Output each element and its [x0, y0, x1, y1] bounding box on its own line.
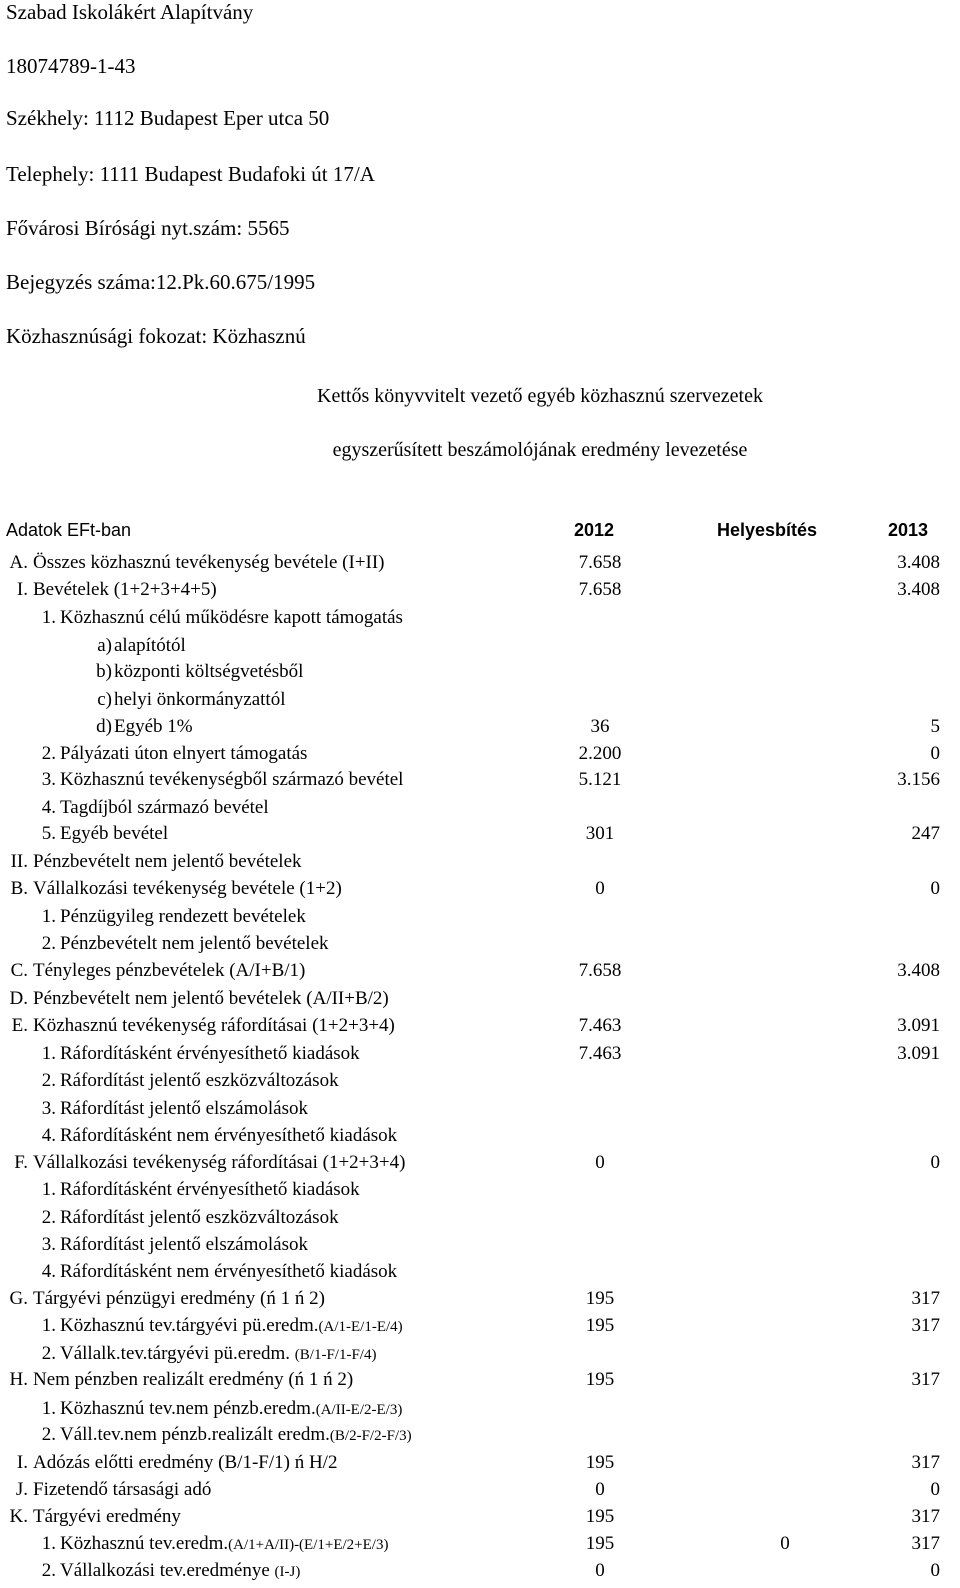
- value-2012: 0: [595, 1479, 605, 1500]
- value-2012: 5.121: [578, 769, 622, 790]
- row-label: [33, 1285, 325, 1314]
- row-label: [60, 1312, 403, 1341]
- public-benefit-status: Közhasznúsági fokozat: Közhasznú: [6, 324, 306, 348]
- row-label: [60, 740, 307, 769]
- row-label-text: Ráfordításként érvényesíthető kiadások: [60, 1043, 360, 1064]
- table-row: [0, 1204, 960, 1231]
- row-label-text: helyi önkormányzattól: [114, 689, 286, 710]
- value-2013: 317: [911, 1506, 940, 1527]
- table-row: [0, 1395, 960, 1422]
- value-2013: 3.408: [897, 960, 940, 981]
- row-label-text: Ráfordítást jelentő elszámolások: [60, 1234, 308, 1255]
- row-formula-note: (B/2-F/2-F/3): [329, 1428, 412, 1444]
- row-marker: J.: [15, 1479, 28, 1500]
- row-label: [33, 848, 302, 877]
- row-label: [60, 1122, 397, 1151]
- row-label-text: központi költségvetésből: [114, 661, 304, 682]
- row-label-text: Közhasznú tev.eredm.: [60, 1533, 229, 1554]
- row-label-text: Ráfordításként nem érvényesíthető kiadások: [60, 1261, 398, 1282]
- table-row: [0, 1040, 960, 1067]
- row-label-text: Fizetendő társasági adó: [33, 1479, 212, 1500]
- value-2013: 317: [911, 1369, 940, 1390]
- row-label-text: Ráfordítást jelentő eszközváltozások: [60, 1070, 339, 1091]
- row-label-text: Ráfordításként érvényesíthető kiadások: [60, 1179, 360, 1200]
- row-label-text: Pénzbevételt nem jelentő bevételek: [33, 851, 302, 872]
- row-marker: 1.: [41, 1315, 56, 1336]
- row-marker: B.: [10, 878, 28, 899]
- row-label: [33, 1149, 405, 1178]
- value-2012: 0: [595, 1152, 605, 1173]
- row-label-text: Tényleges pénzbevételek (A/I+B/1): [33, 960, 306, 981]
- row-marker: 4.: [41, 1125, 56, 1146]
- row-label-text: Ráfordításként nem érvényesíthető kiadások: [60, 1125, 398, 1146]
- column-header-2013: 2013: [888, 520, 929, 540]
- row-marker: I.: [16, 1452, 28, 1473]
- court-registration: Fővárosi Bírósági nyt.szám: 5565: [6, 216, 290, 240]
- row-formula-note: (B/1-F/1-F/4): [294, 1347, 377, 1363]
- table-row: [0, 1122, 960, 1149]
- column-header-adjustment: Helyesbítés: [717, 520, 818, 540]
- value-2012: 7.658: [578, 579, 622, 600]
- table-row: [0, 766, 960, 793]
- table-row: [0, 632, 960, 659]
- table-row: [0, 820, 960, 847]
- org-name: Szabad Iskolákért Alapítvány: [6, 0, 254, 24]
- row-label: [60, 1067, 339, 1096]
- row-label: [60, 794, 269, 823]
- row-marker: H.: [9, 1369, 28, 1390]
- value-2012: 7.463: [578, 1043, 622, 1064]
- table-row: [0, 1421, 960, 1448]
- row-label-text: Ráfordítást jelentő elszámolások: [60, 1098, 308, 1119]
- row-label: [33, 549, 385, 578]
- row-label-text: Vállalkozási tevékenység ráfordításai (1+2+3+4): [33, 1152, 406, 1173]
- site-address: Telephely: 1111 Budapest Budafoki út 17/A: [6, 162, 375, 186]
- row-marker: 2.: [41, 1343, 56, 1364]
- table-row: [0, 1149, 960, 1176]
- table-row: [0, 794, 960, 821]
- value-2013: 3.408: [897, 579, 940, 600]
- value-2012: 195: [585, 1452, 615, 1473]
- unit-label: Adatok EFt-ban: [6, 520, 132, 540]
- row-marker: 5.: [41, 823, 56, 844]
- row-label: [60, 604, 403, 633]
- row-formula-note: (A/II-E/2-E/3): [315, 1402, 403, 1418]
- row-label-text: Vállalkozási tev.eredménye: [60, 1560, 275, 1581]
- row-marker: 2.: [41, 1560, 56, 1581]
- table-row: [0, 1340, 960, 1367]
- row-marker: 1.: [41, 607, 56, 628]
- row-label: [33, 1476, 211, 1505]
- row-label: [114, 632, 186, 661]
- row-label-text: Közhasznú célú működésre kapott támogatás: [60, 607, 403, 628]
- row-label-text: Pénzbevételt nem jelentő bevételek: [60, 933, 329, 954]
- row-label: [60, 1557, 300, 1586]
- table-row: [0, 930, 960, 957]
- row-label: [60, 1095, 308, 1124]
- row-label-text: Pénzbevételt nem jelentő bevételek (A/II+B/2): [33, 988, 389, 1009]
- registration-number: Bejegyzés száma:12.Pk.60.675/1995: [6, 270, 316, 294]
- table-row: [0, 740, 960, 767]
- value-2012: 7.658: [578, 960, 622, 981]
- row-marker: F.: [14, 1152, 28, 1173]
- row-marker: E.: [11, 1015, 28, 1036]
- row-marker: C.: [10, 960, 28, 981]
- table-row: [0, 1503, 960, 1530]
- row-marker: 3.: [41, 769, 56, 790]
- tax-id: 18074789-1-43: [6, 54, 136, 78]
- value-2013: 5: [930, 716, 940, 737]
- row-marker: b): [96, 661, 112, 682]
- row-marker: c): [97, 689, 112, 710]
- row-marker: 1.: [41, 1533, 56, 1554]
- row-label-text: Közhasznú tevékenységből származó bevétel: [60, 769, 404, 790]
- value-2012: 195: [585, 1506, 615, 1527]
- row-label-text: Összes közhasznú tevékenység bevétele (I+II): [33, 552, 385, 573]
- value-2012: 7.463: [578, 1015, 622, 1036]
- value-2013: 317: [911, 1315, 940, 1336]
- row-label: [33, 1503, 181, 1532]
- row-marker: 2.: [41, 1207, 56, 1228]
- row-label-text: Közhasznú tev.nem pénzb.eredm.: [60, 1398, 316, 1419]
- value-2013: 247: [911, 823, 940, 844]
- row-marker: 2.: [41, 1424, 56, 1445]
- row-marker: 1.: [41, 1398, 56, 1419]
- row-marker: G.: [9, 1288, 28, 1309]
- row-label: [33, 985, 389, 1014]
- value-2013: 3.091: [897, 1043, 940, 1064]
- row-label: [60, 1258, 397, 1287]
- row-marker: 3.: [41, 1234, 56, 1255]
- row-label-text: Közhasznú tev.tárgyévi pü.eredm.: [60, 1315, 319, 1336]
- row-marker: 3.: [41, 1098, 56, 1119]
- value-2012: 0: [595, 878, 605, 899]
- table-row: [0, 1095, 960, 1122]
- value-2013: 317: [911, 1533, 940, 1554]
- row-label: [60, 1204, 339, 1233]
- row-marker: 1.: [41, 1179, 56, 1200]
- row-label: [60, 820, 168, 849]
- row-label-text: Adózás előtti eredmény (B/1-F/1) ń H/2: [33, 1452, 338, 1473]
- value-2013: 3.091: [897, 1015, 940, 1036]
- row-label-text: Tárgyévi eredmény: [33, 1506, 181, 1527]
- table-row: [0, 1366, 960, 1393]
- row-label: [60, 1421, 412, 1450]
- value-2012: 195: [585, 1369, 615, 1390]
- row-marker: 2.: [41, 743, 56, 764]
- row-label: [60, 1395, 402, 1424]
- row-marker: II.: [10, 851, 28, 872]
- row-label: [114, 713, 193, 742]
- row-marker: K.: [9, 1506, 28, 1527]
- row-label: [33, 957, 305, 986]
- table-row: [0, 1557, 960, 1584]
- row-label-text: Vállalkozási tevékenység bevétele (1+2): [33, 878, 342, 899]
- value-2013: 0: [930, 743, 940, 764]
- row-marker: 1.: [41, 906, 56, 927]
- table-row: [0, 903, 960, 930]
- report-title-line1: Kettős könyvvitelt vezető egyéb közhasznú szervezetek: [317, 385, 763, 407]
- value-2012: 195: [585, 1315, 615, 1336]
- report-title-line2: egyszerűsített beszámolójának eredmény levezetése: [332, 439, 748, 461]
- row-label-text: Egyéb 1%: [114, 716, 193, 737]
- table-row: [0, 1258, 960, 1285]
- table-row: [0, 985, 960, 1012]
- row-label-text: Váll.tev.nem pénzb.realizált eredm.: [60, 1424, 330, 1445]
- row-label-text: Közhasznú tevékenység ráfordításai (1+2+3+4): [33, 1015, 395, 1036]
- row-label: [60, 903, 306, 932]
- table-row: [0, 875, 960, 902]
- value-2013: 0: [930, 1560, 940, 1581]
- row-label: [114, 658, 303, 687]
- row-label-text: Pályázati úton elnyert támogatás: [60, 743, 308, 764]
- row-formula-note: (I-J): [274, 1564, 301, 1580]
- table-row: [0, 1176, 960, 1203]
- row-label: [33, 576, 217, 605]
- value-2012: 0: [595, 1560, 605, 1581]
- row-label-text: Egyéb bevétel: [60, 823, 169, 844]
- table-row: [0, 957, 960, 984]
- row-label: [60, 1530, 388, 1559]
- value-2013: 3.408: [897, 552, 940, 573]
- table-row: [0, 1285, 960, 1312]
- table-row: [0, 658, 960, 685]
- table-row: [0, 1530, 960, 1557]
- row-label-text: Tagdíjból származó bevétel: [60, 797, 269, 818]
- row-marker: a): [97, 635, 112, 656]
- row-label: [33, 875, 342, 904]
- row-marker: 4.: [41, 797, 56, 818]
- value-2013: 317: [911, 1452, 940, 1473]
- row-label-text: alapítótól: [114, 635, 186, 656]
- value-2013: 3.156: [897, 769, 940, 790]
- seat-address: Székhely: 1112 Budapest Eper utca 50: [6, 106, 330, 130]
- table-row: [0, 549, 960, 576]
- row-label-text: Ráfordítást jelentő eszközváltozások: [60, 1207, 339, 1228]
- table-row: [0, 848, 960, 875]
- table-row: [0, 1231, 960, 1258]
- row-label: [114, 686, 285, 715]
- row-formula-note: (A/1-E/1-E/4): [318, 1319, 403, 1335]
- value-2012: 195: [585, 1533, 615, 1554]
- value-2013: 317: [911, 1288, 940, 1309]
- row-marker: D.: [9, 988, 28, 1009]
- row-marker: 4.: [41, 1261, 56, 1282]
- row-label-text: Tárgyévi pénzügyi eredmény (ń 1 ń 2): [33, 1288, 325, 1309]
- table-row: [0, 1449, 960, 1476]
- row-label: [60, 1040, 360, 1069]
- row-marker: A.: [9, 552, 28, 573]
- row-label-text: Pénzügyileg rendezett bevételek: [60, 906, 306, 927]
- value-2012: 36: [590, 716, 610, 737]
- value-2013: 0: [930, 1152, 940, 1173]
- table-row: [0, 1012, 960, 1039]
- value-adjustment: 0: [780, 1533, 790, 1554]
- row-label: [60, 1231, 308, 1260]
- row-marker: 2.: [41, 1070, 56, 1091]
- row-marker: d): [96, 716, 112, 737]
- table-row: [0, 576, 960, 603]
- row-marker: 2.: [41, 933, 56, 954]
- table-row: [0, 604, 960, 631]
- row-label-text: Nem pénzben realizált eredmény (ń 1 ń 2): [33, 1369, 354, 1390]
- column-header-2012: 2012: [574, 520, 615, 540]
- row-label-text: Bevételek (1+2+3+4+5): [33, 579, 217, 600]
- value-2012: 301: [585, 823, 615, 844]
- row-marker: 1.: [41, 1043, 56, 1064]
- table-row: [0, 1476, 960, 1503]
- value-2013: 0: [930, 878, 940, 899]
- table-row: [0, 686, 960, 713]
- row-label: [33, 1366, 353, 1395]
- value-2012: 2.200: [578, 743, 622, 764]
- table-row: [0, 1312, 960, 1339]
- row-marker: I.: [16, 579, 28, 600]
- value-2013: 0: [930, 1479, 940, 1500]
- row-formula-note: (A/1+A/II)-(E/1+E/2+E/3): [228, 1537, 389, 1553]
- value-2012: 7.658: [578, 552, 622, 573]
- table-row: [0, 1067, 960, 1094]
- row-label: [33, 1012, 395, 1041]
- table-row: [0, 713, 960, 740]
- row-label: [60, 930, 329, 959]
- row-label-text: Vállalk.tev.tárgyévi pü.eredm.: [60, 1343, 295, 1364]
- row-label: [60, 1176, 360, 1205]
- value-2012: 195: [585, 1288, 615, 1309]
- row-label: [60, 766, 403, 795]
- row-label: [33, 1449, 337, 1478]
- row-label: [60, 1340, 376, 1369]
